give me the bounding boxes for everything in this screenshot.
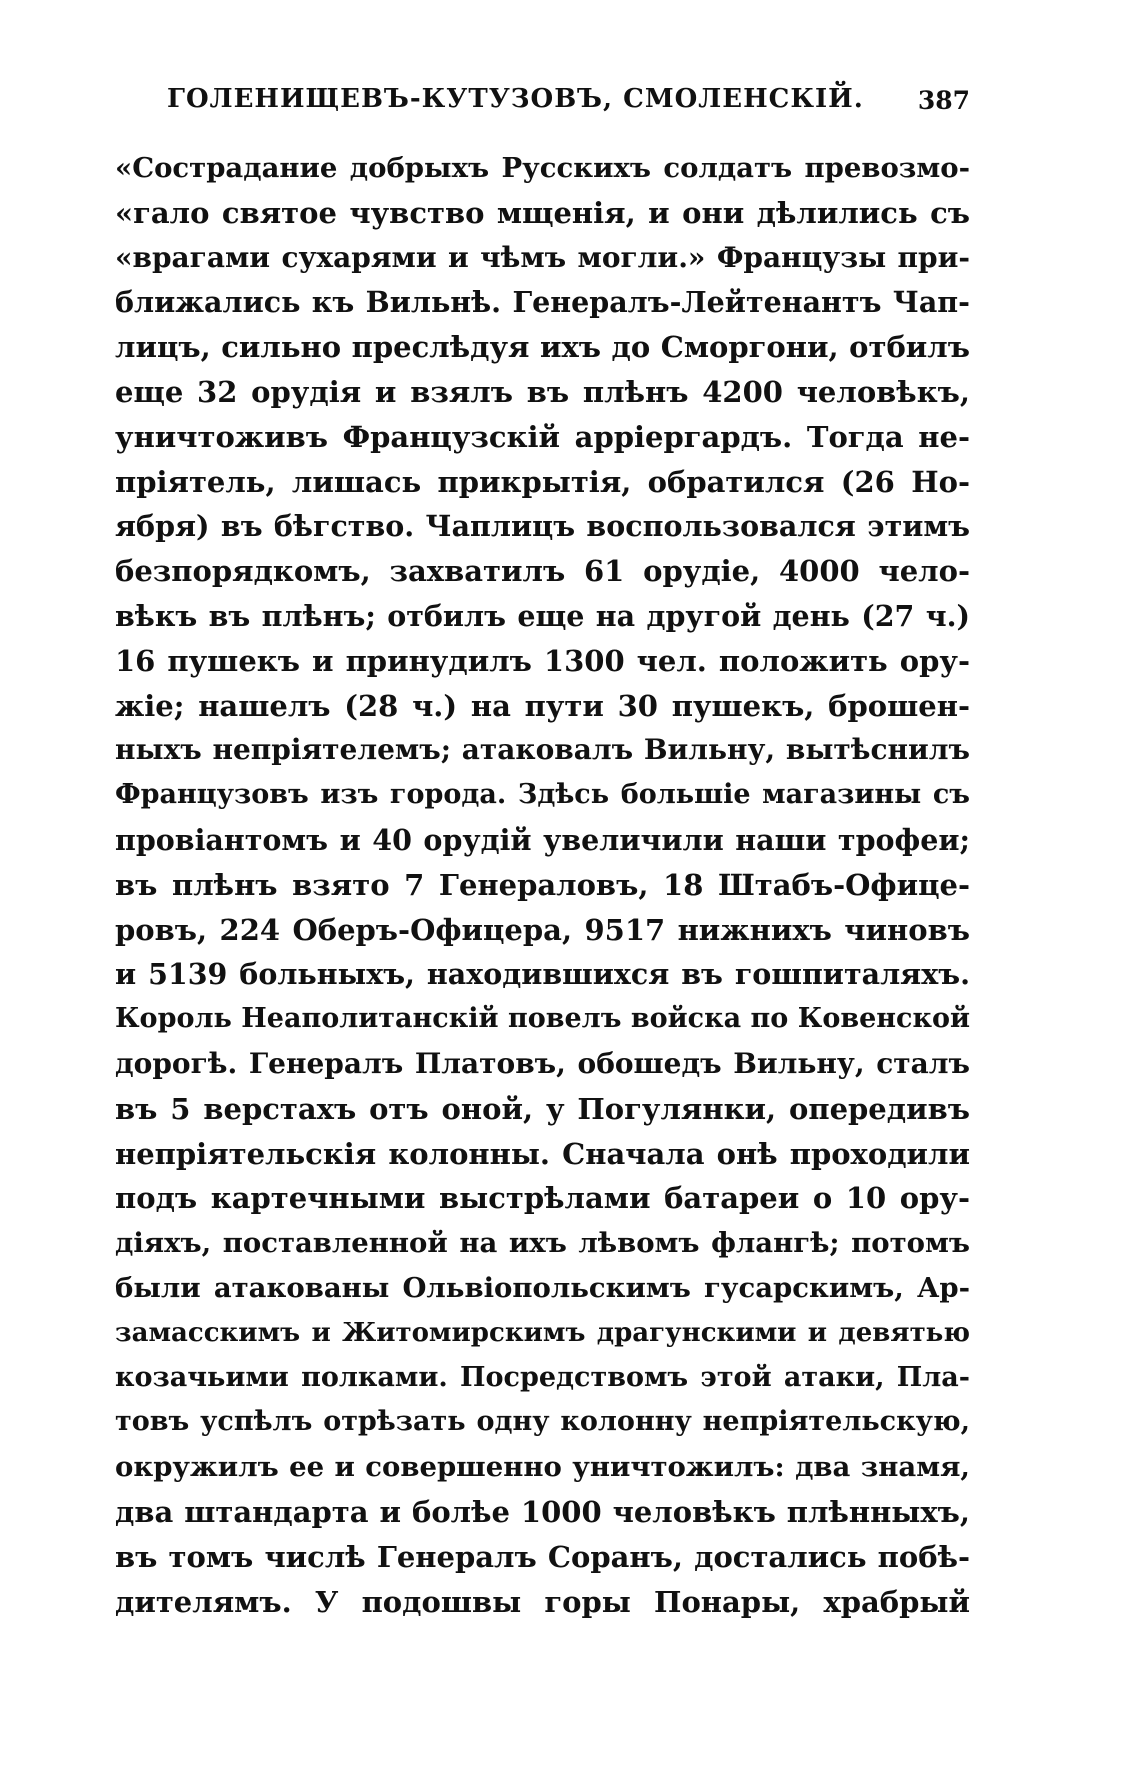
text-line: «Сострадание добрыхъ Русскихъ солдатъ превозмо- [115,152,970,184]
text-line: пріятель, лишась прикрытія, обратился (26 Но- [115,464,970,499]
text-line: жіе; нашелъ (28 ч.) на пути 30 пушекъ, брошен- [115,688,970,723]
text-line: ровъ, 224 Оберъ-Офицера, 9517 нижнихъ чиновъ [115,912,970,947]
text-line: ныхъ непріятелемъ; атаковалъ Вильну, вытѣснилъ [115,733,970,767]
text-line: дорогѣ. Генералъ Платовъ, обошедъ Вильну, сталъ [115,1046,970,1080]
text-line: безпорядкомъ, захватилъ 61 орудіе, 4000 чело- [115,554,970,589]
text-line: подъ картечными выстрѣлами батареи о 10 ору- [115,1181,970,1216]
text-line: замасскимъ и Житомирскимъ драгунскими и девятью [115,1317,970,1348]
text-line: товъ успѣлъ отрѣзать одну колонну непріятельскую, [115,1406,970,1438]
text-line: Французовъ изъ города. Здѣсь большіе магазины съ [115,779,970,811]
text-line: ября) въ бѣгство. Чаплицъ воспользовался этимъ [115,509,970,544]
text-line: въ плѣнъ взято 7 Генераловъ, 18 Штабъ-Офице- [115,867,970,902]
text-line: 16 пушекъ и принудилъ 1300 чел. положить ору- [115,643,970,678]
text-line: ближались къ Вильнѣ. Генералъ-Лейтенантъ Чап- [115,285,970,320]
text-line: лицъ, сильно преслѣдуя ихъ до Сморгони, отбилъ [115,330,970,365]
text-line: козачьими полками. Посредствомъ этой атаки, Пла- [115,1361,970,1393]
text-line: дителямъ. У подошвы горы Понары, храбрый [115,1584,970,1619]
text-line: провіантомъ и 40 орудій увеличили наши трофеи; [115,822,970,857]
page-number: 387 [917,86,970,115]
text-line: два штандарта и болѣе 1000 человѣкъ плѣнныхъ, [115,1494,970,1529]
text-line: «гало святое чувство мщенія, и они дѣлились съ [115,195,970,230]
text-line: были атакованы Ольвіопольскимъ гусарскимъ, Ар- [115,1271,970,1304]
running-head: ГОЛЕНИЩЕВЪ-КУТУЗОВЪ, СМОЛЕНСКІЙ. [167,84,864,114]
body-text [115,146,970,1624]
text-line: уничтоживъ Французскій арріергардъ. Тогда не- [115,419,970,454]
text-line: еще 32 орудія и взялъ въ плѣнъ 4200 человѣкъ, [115,374,970,409]
text-line: непріятельскія колонны. Сначала онѣ проходили [115,1136,970,1171]
page-header [115,84,970,134]
text-line: въ 5 верстахъ отъ оной, у Погулянки, опередивъ [115,1091,970,1126]
text-line: и 5139 больныхъ, находившихся въ гошпиталяхъ. [115,957,970,992]
text-line: въ томъ числѣ Генералъ Соранъ, достались побѣ- [115,1539,970,1574]
text-line: діяхъ, поставленной на ихъ лѣвомъ флангѣ; потомъ [115,1227,970,1260]
text-line: вѣкъ въ плѣнъ; отбилъ еще на другой день (27 ч.) [115,598,970,633]
text-line: Король Неаполитанскій повелъ войска по Ковенской [115,1003,970,1035]
text-line: «врагами сухарями и чѣмъ могли.» Французы при- [115,240,970,274]
text-line: окружилъ ее и совершенно уничтожилъ: два знамя, [115,1451,970,1484]
